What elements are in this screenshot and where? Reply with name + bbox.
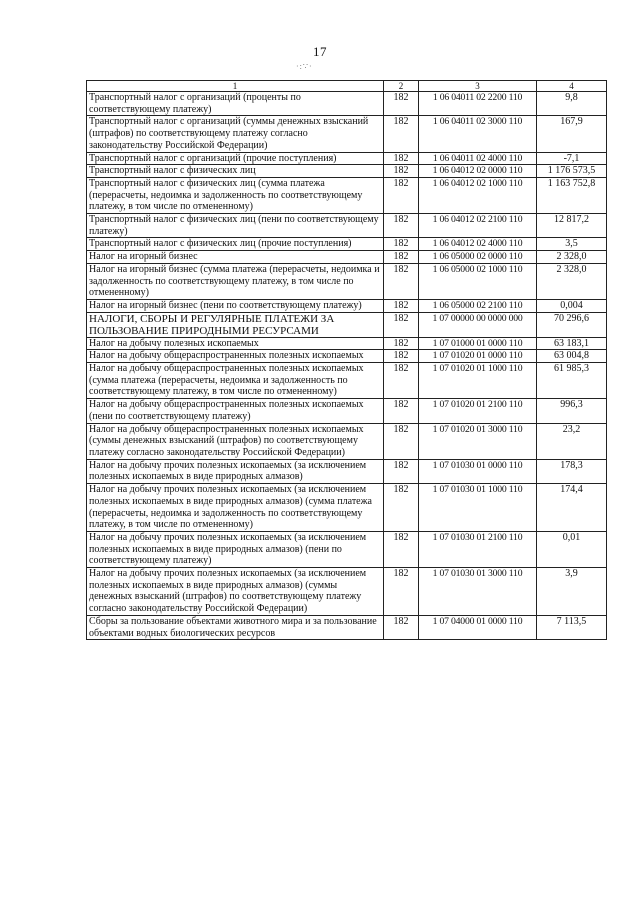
scan-artifact: ·:∵· (296, 62, 313, 71)
row-amount-cell: 167,9 (537, 116, 607, 152)
row-name-cell: Транспортный налог с физических лиц (87, 165, 384, 178)
row-amount-cell: -7,1 (537, 152, 607, 165)
row-admin-code-cell: 182 (384, 337, 419, 350)
row-admin-code-cell: 182 (384, 238, 419, 251)
row-budget-code-cell: 1 06 05000 02 1000 110 (419, 263, 537, 299)
row-admin-code-cell: 182 (384, 459, 419, 483)
row-amount-cell: 9,8 (537, 92, 607, 116)
row-budget-code-cell: 1 06 04011 02 4000 110 (419, 152, 537, 165)
row-budget-code-cell: 1 06 05000 02 2100 110 (419, 299, 537, 312)
row-name-cell: Налог на игорный бизнес (сумма платежа (перерасчеты, недоимка и задолженность по соответствующему платежу, в том числе по отмененному) (87, 263, 384, 299)
row-budget-code-cell: 1 07 01030 01 0000 110 (419, 459, 537, 483)
row-budget-code-cell: 1 07 01000 01 0000 110 (419, 337, 537, 350)
row-amount-cell: 178,3 (537, 459, 607, 483)
table-row (87, 531, 607, 567)
row-amount-cell: 1 176 573,5 (537, 165, 607, 178)
row-name-cell: Налог на добычу прочих полезных ископаемых (за исключением полезных ископаемых в виде природных алмазов) (пени по соответствующему платежу) (87, 531, 384, 567)
row-amount-cell: 61 985,3 (537, 363, 607, 399)
row-name-cell: Налог на добычу общераспространенных полезных ископаемых (сумма платежа (перерасчеты, недоимка и задолженность по соответствующему платежу, в том числе по отмененному) (87, 363, 384, 399)
row-amount-cell: 2 328,0 (537, 263, 607, 299)
row-admin-code-cell: 182 (384, 350, 419, 363)
row-name-cell: Транспортный налог с физических лиц (пени по соответствующему платежу) (87, 214, 384, 238)
table-row (87, 263, 607, 299)
row-name-cell: Сборы за пользование объектами животного мира и за пользование объектами водных биологических ресурсов (87, 615, 384, 639)
row-name-cell: Налог на добычу полезных ископаемых (87, 337, 384, 350)
row-name-cell: Транспортный налог с организаций (прочие поступления) (87, 152, 384, 165)
table-row (87, 214, 607, 238)
table-header-row (87, 81, 607, 92)
row-name-cell: Транспортный налог с физических лиц (прочие поступления) (87, 238, 384, 251)
row-admin-code-cell: 182 (384, 251, 419, 264)
row-amount-cell: 0,01 (537, 531, 607, 567)
row-name-cell: НАЛОГИ, СБОРЫ И РЕГУЛЯРНЫЕ ПЛАТЕЖИ ЗА ПОЛЬЗОВАНИЕ ПРИРОДНЫМИ РЕСУРСАМИ (87, 312, 384, 337)
row-amount-cell: 12 817,2 (537, 214, 607, 238)
row-admin-code-cell: 182 (384, 263, 419, 299)
row-name-cell: Налог на игорный бизнес (пени по соответствующему платежу) (87, 299, 384, 312)
row-amount-cell: 63 183,1 (537, 337, 607, 350)
table-row (87, 312, 607, 337)
table-row (87, 423, 607, 459)
row-budget-code-cell: 1 07 01020 01 0000 110 (419, 350, 537, 363)
table-row (87, 116, 607, 152)
row-admin-code-cell: 182 (384, 92, 419, 116)
row-admin-code-cell: 182 (384, 399, 419, 423)
revenue-table (86, 80, 607, 640)
row-name-cell: Налог на добычу прочих полезных ископаемых (за исключением полезных ископаемых в виде природных алмазов) (сумма платежа (перерасчеты, недоимка и задолженность по соответствующему платежу, в том числе по отмененному) (87, 484, 384, 532)
table-row (87, 459, 607, 483)
row-admin-code-cell: 182 (384, 531, 419, 567)
row-name-cell: Транспортный налог с физических лиц (сумма платежа (перерасчеты, недоимка и задолженность по соответствующему платежу, в том числе по отмененному) (87, 177, 384, 213)
row-amount-cell: 70 296,6 (537, 312, 607, 337)
table-row (87, 350, 607, 363)
column-header-2: 2 (384, 81, 419, 92)
page-number: 17 (313, 44, 327, 59)
row-name-cell: Налог на добычу общераспространенных полезных ископаемых (87, 350, 384, 363)
column-header-4: 4 (537, 81, 607, 92)
table-row (87, 568, 607, 616)
row-name-cell: Транспортный налог с организаций (проценты по соответствующему платежу) (87, 92, 384, 116)
row-admin-code-cell: 182 (384, 363, 419, 399)
row-amount-cell: 63 004,8 (537, 350, 607, 363)
table-body (87, 92, 607, 640)
row-budget-code-cell: 1 06 04012 02 1000 110 (419, 177, 537, 213)
table-row (87, 92, 607, 116)
table-row (87, 615, 607, 639)
row-budget-code-cell: 1 07 01030 01 3000 110 (419, 568, 537, 616)
row-amount-cell: 7 113,5 (537, 615, 607, 639)
row-admin-code-cell: 182 (384, 152, 419, 165)
row-amount-cell: 23,2 (537, 423, 607, 459)
row-budget-code-cell: 1 07 04000 01 0000 110 (419, 615, 537, 639)
table-row (87, 152, 607, 165)
row-amount-cell: 174,4 (537, 484, 607, 532)
row-amount-cell: 1 163 752,8 (537, 177, 607, 213)
row-amount-cell: 0,004 (537, 299, 607, 312)
table-row (87, 165, 607, 178)
row-name-cell: Налог на добычу прочих полезных ископаемых (за исключением полезных ископаемых в виде природных алмазов) (87, 459, 384, 483)
row-budget-code-cell: 1 06 04012 02 4000 110 (419, 238, 537, 251)
row-name-cell: Налог на игорный бизнес (87, 251, 384, 264)
row-budget-code-cell: 1 07 01020 01 1000 110 (419, 363, 537, 399)
row-admin-code-cell: 182 (384, 116, 419, 152)
row-admin-code-cell: 182 (384, 484, 419, 532)
table-row (87, 177, 607, 213)
row-admin-code-cell: 182 (384, 165, 419, 178)
row-admin-code-cell: 182 (384, 214, 419, 238)
table-row (87, 363, 607, 399)
row-name-cell: Транспортный налог с организаций (суммы денежных взысканий (штрафов) по соответствующему платежу согласно законодательству Российской Федерации) (87, 116, 384, 152)
row-budget-code-cell: 1 07 01030 01 1000 110 (419, 484, 537, 532)
row-budget-code-cell: 1 06 04012 02 0000 110 (419, 165, 537, 178)
row-name-cell: Налог на добычу прочих полезных ископаемых (за исключением полезных ископаемых в виде природных алмазов) (суммы денежных взысканий (штрафов) по соответствующему платежу согласно законодательству Российской Федерации) (87, 568, 384, 616)
row-admin-code-cell: 182 (384, 312, 419, 337)
row-budget-code-cell: 1 06 05000 02 0000 110 (419, 251, 537, 264)
row-amount-cell: 996,3 (537, 399, 607, 423)
row-amount-cell: 2 328,0 (537, 251, 607, 264)
row-budget-code-cell: 1 07 00000 00 0000 000 (419, 312, 537, 337)
row-amount-cell: 3,9 (537, 568, 607, 616)
table-row (87, 484, 607, 532)
row-budget-code-cell: 1 07 01020 01 3000 110 (419, 423, 537, 459)
row-budget-code-cell: 1 06 04011 02 3000 110 (419, 116, 537, 152)
table-row (87, 251, 607, 264)
row-budget-code-cell: 1 07 01030 01 2100 110 (419, 531, 537, 567)
row-name-cell: Налог на добычу общераспространенных полезных ископаемых (суммы денежных взысканий (штрафов) по соответствующему платежу согласно законодательству Российской Федерации) (87, 423, 384, 459)
row-admin-code-cell: 182 (384, 615, 419, 639)
row-budget-code-cell: 1 06 04011 02 2200 110 (419, 92, 537, 116)
table-row (87, 399, 607, 423)
row-amount-cell: 3,5 (537, 238, 607, 251)
row-admin-code-cell: 182 (384, 423, 419, 459)
row-budget-code-cell: 1 07 01020 01 2100 110 (419, 399, 537, 423)
row-admin-code-cell: 182 (384, 299, 419, 312)
row-admin-code-cell: 182 (384, 177, 419, 213)
column-header-1: 1 (87, 81, 384, 92)
table-row (87, 299, 607, 312)
row-name-cell: Налог на добычу общераспространенных полезных ископаемых (пени по соответствующему платежу) (87, 399, 384, 423)
row-budget-code-cell: 1 06 04012 02 2100 110 (419, 214, 537, 238)
table-row (87, 238, 607, 251)
row-admin-code-cell: 182 (384, 568, 419, 616)
column-header-3: 3 (419, 81, 537, 92)
table-row (87, 337, 607, 350)
